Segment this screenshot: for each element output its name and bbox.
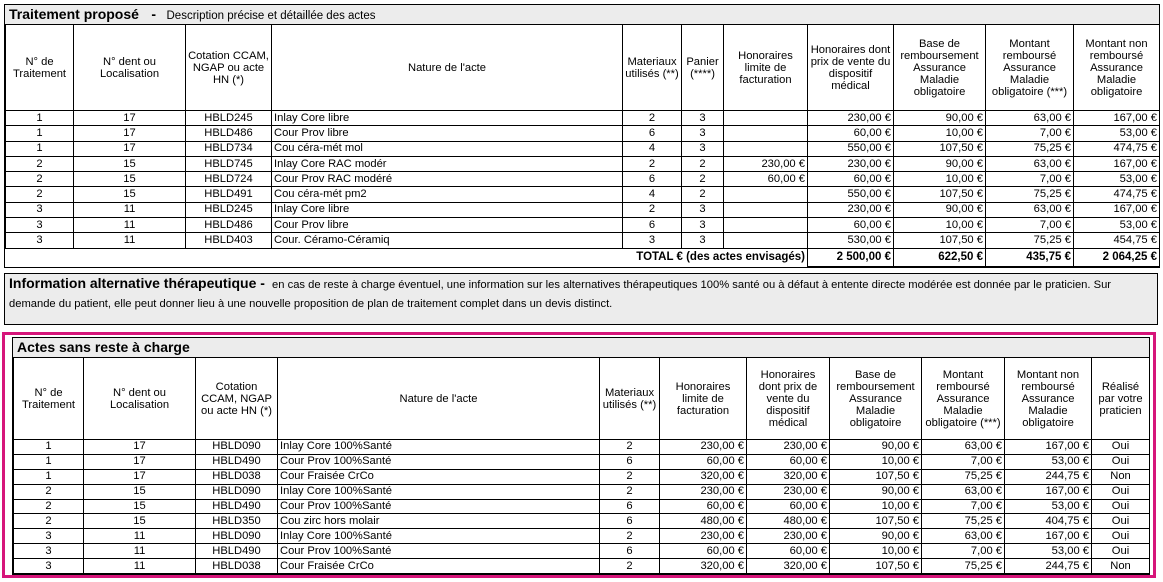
table-cell: 107,50 € xyxy=(830,559,922,574)
total-rembourse: 435,75 € xyxy=(986,248,1074,266)
table-cell: 10,00 € xyxy=(894,126,986,141)
table-cell: Inlay Core libre xyxy=(272,111,623,126)
table-cell: 63,00 € xyxy=(986,156,1074,171)
table-cell: 3 xyxy=(6,233,74,248)
table-cell: 107,50 € xyxy=(894,233,986,248)
table-cell: 474,75 € xyxy=(1074,141,1160,156)
table-row xyxy=(14,440,1150,455)
column-header: N° de Traitement xyxy=(14,358,84,440)
table-cell: 60,00 € xyxy=(747,454,830,469)
table-cell: Oui xyxy=(1092,499,1150,514)
column-header: Panier (****) xyxy=(682,25,724,111)
table-cell: 230,00 € xyxy=(660,484,747,499)
table-cell: 7,00 € xyxy=(986,172,1074,187)
column-header: Materiaux utilisés (**) xyxy=(600,358,660,440)
table-row xyxy=(14,559,1150,574)
table-cell: 480,00 € xyxy=(747,514,830,529)
table-row xyxy=(6,111,1160,126)
table-cell: Oui xyxy=(1092,440,1150,455)
total-base: 622,50 € xyxy=(894,248,986,266)
table-cell: 11 xyxy=(74,202,186,217)
table-cell: 1 xyxy=(6,126,74,141)
table-cell: 167,00 € xyxy=(1005,529,1092,544)
table-cell: 60,00 € xyxy=(660,499,747,514)
table-cell: 1 xyxy=(6,141,74,156)
table-cell: 230,00 € xyxy=(660,529,747,544)
table-cell: Non xyxy=(1092,469,1150,484)
column-header: Montant remboursé Assurance Maladie obligatoire (***) xyxy=(986,25,1074,111)
column-header: N° de Traitement xyxy=(6,25,74,111)
table-cell: 230,00 € xyxy=(747,484,830,499)
column-header: Nature de l'acte xyxy=(272,25,623,111)
table-cell: 90,00 € xyxy=(830,529,922,544)
table-cell: 3 xyxy=(682,218,724,233)
table-cell: 320,00 € xyxy=(747,559,830,574)
table-cell: 60,00 € xyxy=(808,172,894,187)
table-cell: 63,00 € xyxy=(922,440,1005,455)
table-cell: 17 xyxy=(84,469,196,484)
table-cell: 60,00 € xyxy=(660,454,747,469)
column-header: Montant non remboursé Assurance Maladie obligatoire xyxy=(1074,25,1160,111)
table-cell: Cour Prov 100%Santé xyxy=(278,499,600,514)
table-row xyxy=(14,484,1150,499)
table-cell: 15 xyxy=(84,514,196,529)
table-cell: HBLD490 xyxy=(196,544,278,559)
table-row xyxy=(14,499,1150,514)
table-cell: HBLD038 xyxy=(196,469,278,484)
column-header: Materiaux utilisés (**) xyxy=(623,25,682,111)
treatment-header xyxy=(5,5,1159,24)
table-cell: 6 xyxy=(600,499,660,514)
table-cell: Non xyxy=(1092,559,1150,574)
table-cell: HBLD090 xyxy=(196,440,278,455)
table-cell xyxy=(724,233,808,248)
table-cell: HBLD350 xyxy=(196,514,278,529)
table-cell: HBLD245 xyxy=(186,202,272,217)
total-honoraires: 2 500,00 € xyxy=(808,248,894,266)
treatment-title: Traitement proposé xyxy=(9,6,139,22)
table-row xyxy=(6,202,1160,217)
table-cell: 10,00 € xyxy=(830,544,922,559)
table-cell: 2 xyxy=(600,559,660,574)
table-cell: 75,25 € xyxy=(986,141,1074,156)
no-charge-table xyxy=(13,357,1150,574)
table-cell: 15 xyxy=(84,499,196,514)
table-cell: HBLD734 xyxy=(186,141,272,156)
table-cell: 53,00 € xyxy=(1005,499,1092,514)
table-cell: 90,00 € xyxy=(830,484,922,499)
table-cell: Cour Fraisée CrCo xyxy=(278,559,600,574)
table-cell: 2 xyxy=(600,529,660,544)
table-cell: 230,00 € xyxy=(747,529,830,544)
table-row xyxy=(6,126,1160,141)
table-cell: 15 xyxy=(74,187,186,202)
table-cell: 107,50 € xyxy=(830,514,922,529)
table-cell: 2 xyxy=(6,156,74,171)
table-cell: 6 xyxy=(600,454,660,469)
table-cell: 550,00 € xyxy=(808,141,894,156)
table-cell xyxy=(724,111,808,126)
table-cell: 90,00 € xyxy=(830,440,922,455)
table-cell: 1 xyxy=(14,469,84,484)
table-cell: 17 xyxy=(74,141,186,156)
table-cell: Cour Prov 100%Santé xyxy=(278,454,600,469)
table-row xyxy=(14,544,1150,559)
table-cell: 2 xyxy=(14,499,84,514)
table-row xyxy=(14,514,1150,529)
table-cell xyxy=(724,141,808,156)
table-cell: 7,00 € xyxy=(922,544,1005,559)
total-row xyxy=(6,248,1160,266)
table-cell: 90,00 € xyxy=(894,202,986,217)
table-cell: 167,00 € xyxy=(1074,202,1160,217)
table-cell: 230,00 € xyxy=(660,440,747,455)
table-cell: 6 xyxy=(600,514,660,529)
table-cell: 75,25 € xyxy=(922,514,1005,529)
table-cell: 230,00 € xyxy=(747,440,830,455)
column-header: Honoraires limite de facturation xyxy=(724,25,808,111)
table-cell: 530,00 € xyxy=(808,233,894,248)
column-header: Montant non remboursé Assurance Maladie obligatoire xyxy=(1005,358,1092,440)
table-cell: 3 xyxy=(14,529,84,544)
table-cell: Inlay Core RAC modér xyxy=(272,156,623,171)
table-cell: 230,00 € xyxy=(808,156,894,171)
table-cell: 3 xyxy=(682,141,724,156)
column-header: Honoraires limite de facturation xyxy=(660,358,747,440)
table-cell: 11 xyxy=(84,559,196,574)
table-cell: 10,00 € xyxy=(830,499,922,514)
table-cell: 6 xyxy=(623,172,682,187)
table-cell: Cour Prov libre xyxy=(272,126,623,141)
table-row xyxy=(6,141,1160,156)
table-cell: 2 xyxy=(14,514,84,529)
table-cell: 7,00 € xyxy=(922,499,1005,514)
table-cell: 167,00 € xyxy=(1074,111,1160,126)
table-cell: 3 xyxy=(682,111,724,126)
table-cell: 11 xyxy=(84,544,196,559)
table-cell: Oui xyxy=(1092,454,1150,469)
table-cell: HBLD038 xyxy=(196,559,278,574)
table-cell: 2 xyxy=(623,111,682,126)
table-cell: 15 xyxy=(84,484,196,499)
no-charge-title: Actes sans reste à charge xyxy=(17,339,190,355)
table-cell: 2 xyxy=(6,187,74,202)
table-cell: Cou céra-mét mol xyxy=(272,141,623,156)
table-cell: 75,25 € xyxy=(986,187,1074,202)
table-row xyxy=(14,454,1150,469)
table-cell: 230,00 € xyxy=(724,156,808,171)
table-cell: 550,00 € xyxy=(808,187,894,202)
table-cell: Cour. Céramo-Céramiq xyxy=(272,233,623,248)
table-cell: 2 xyxy=(682,156,724,171)
table-cell: 6 xyxy=(623,126,682,141)
table-cell: 53,00 € xyxy=(1074,218,1160,233)
table-cell: 4 xyxy=(623,187,682,202)
table-cell: Cour Prov RAC modéré xyxy=(272,172,623,187)
table-cell: 60,00 € xyxy=(747,544,830,559)
no-charge-table-header xyxy=(14,358,1150,440)
alternative-info-section xyxy=(4,273,1158,325)
table-cell: 320,00 € xyxy=(660,559,747,574)
table-cell: 1 xyxy=(6,111,74,126)
table-cell: HBLD403 xyxy=(186,233,272,248)
treatment-description: Description précise et détaillée des actes xyxy=(166,10,376,22)
table-cell: 2 xyxy=(600,469,660,484)
table-cell: 53,00 € xyxy=(1005,454,1092,469)
table-cell: 75,25 € xyxy=(922,559,1005,574)
table-cell: 1 xyxy=(14,440,84,455)
table-cell: 6 xyxy=(600,544,660,559)
treatment-table xyxy=(5,24,1160,267)
table-cell: 6 xyxy=(623,218,682,233)
no-charge-header xyxy=(13,338,1149,357)
table-cell: 3 xyxy=(623,233,682,248)
table-cell: Inlay Core 100%Santé xyxy=(278,440,600,455)
table-cell: HBLD724 xyxy=(186,172,272,187)
table-cell: HBLD245 xyxy=(186,111,272,126)
column-header: Honoraires dont prix de vente du dispositif médical xyxy=(747,358,830,440)
table-cell: 480,00 € xyxy=(660,514,747,529)
table-cell: 17 xyxy=(84,454,196,469)
table-cell: Oui xyxy=(1092,514,1150,529)
table-cell: 244,75 € xyxy=(1005,469,1092,484)
alternative-info-text: en cas de reste à charge éventuel, une information sur les alternatives thérapeutiques 100% santé ou à défaut à entente directe modérée est donnée par le praticien. Sur demande du patient, elle peut donner lieu à une nouvelle proposition de plan de traitement complet dans un devis distinct. xyxy=(9,279,1112,310)
table-cell: 230,00 € xyxy=(808,111,894,126)
table-cell: 75,25 € xyxy=(986,233,1074,248)
table-cell: 107,50 € xyxy=(894,187,986,202)
table-cell: 474,75 € xyxy=(1074,187,1160,202)
treatment-table-header xyxy=(6,25,1160,111)
table-cell: 63,00 € xyxy=(922,484,1005,499)
table-cell: 63,00 € xyxy=(986,111,1074,126)
table-row xyxy=(14,469,1150,484)
table-cell: 60,00 € xyxy=(808,218,894,233)
table-cell: HBLD486 xyxy=(186,126,272,141)
table-cell: 10,00 € xyxy=(830,454,922,469)
table-cell: 7,00 € xyxy=(922,454,1005,469)
table-cell: HBLD090 xyxy=(196,529,278,544)
table-cell: 230,00 € xyxy=(808,202,894,217)
table-cell: 107,50 € xyxy=(894,141,986,156)
column-header: Cotation CCAM, NGAP ou acte HN (*) xyxy=(186,25,272,111)
table-cell: 60,00 € xyxy=(747,499,830,514)
table-row xyxy=(14,529,1150,544)
table-cell: 11 xyxy=(74,233,186,248)
table-cell: 2 xyxy=(600,484,660,499)
table-cell: 11 xyxy=(74,218,186,233)
table-cell: 53,00 € xyxy=(1074,172,1160,187)
table-cell: Cou zirc hors molair xyxy=(278,514,600,529)
table-cell: 60,00 € xyxy=(660,544,747,559)
table-cell: HBLD486 xyxy=(186,218,272,233)
table-cell: 3 xyxy=(6,202,74,217)
column-header: Base de remboursement Assurance Maladie obligatoire xyxy=(830,358,922,440)
alternative-info-title: Information alternative thérapeutique - xyxy=(9,275,265,291)
table-cell: 107,50 € xyxy=(830,469,922,484)
table-cell: Cour Prov 100%Santé xyxy=(278,544,600,559)
table-cell: 2 xyxy=(14,484,84,499)
table-cell: Oui xyxy=(1092,484,1150,499)
table-cell: HBLD491 xyxy=(186,187,272,202)
table-cell: 3 xyxy=(682,126,724,141)
treatment-section xyxy=(4,4,1160,268)
table-cell: 53,00 € xyxy=(1074,126,1160,141)
table-cell: 90,00 € xyxy=(894,156,986,171)
table-cell: 7,00 € xyxy=(986,126,1074,141)
column-header: N° dent ou Localisation xyxy=(74,25,186,111)
total-non-rembourse: 2 064,25 € xyxy=(1074,248,1160,266)
table-cell: 10,00 € xyxy=(894,172,986,187)
table-cell: 10,00 € xyxy=(894,218,986,233)
table-cell: 15 xyxy=(74,156,186,171)
table-cell: 75,25 € xyxy=(922,469,1005,484)
table-cell: 2 xyxy=(6,172,74,187)
table-cell: 2 xyxy=(623,156,682,171)
column-header: N° dent ou Localisation xyxy=(84,358,196,440)
table-cell: 2 xyxy=(623,202,682,217)
table-cell: Cou céra-mét pm2 xyxy=(272,187,623,202)
table-cell: 2 xyxy=(682,172,724,187)
table-cell: Inlay Core libre xyxy=(272,202,623,217)
table-cell: 11 xyxy=(84,529,196,544)
table-cell: HBLD745 xyxy=(186,156,272,171)
table-cell: 3 xyxy=(14,559,84,574)
table-row xyxy=(6,233,1160,248)
table-cell xyxy=(724,126,808,141)
table-cell: Oui xyxy=(1092,529,1150,544)
table-row xyxy=(6,218,1160,233)
no-charge-section-highlight xyxy=(2,332,1156,578)
table-cell: 2 xyxy=(682,187,724,202)
column-header: Montant remboursé Assurance Maladie obligatoire (***) xyxy=(922,358,1005,440)
column-header: Nature de l'acte xyxy=(278,358,600,440)
table-cell: 244,75 € xyxy=(1005,559,1092,574)
table-cell: 2 xyxy=(600,440,660,455)
table-row xyxy=(6,187,1160,202)
table-cell: 454,75 € xyxy=(1074,233,1160,248)
table-cell: 3 xyxy=(682,233,724,248)
column-header: Cotation CCAM, NGAP ou acte HN (*) xyxy=(196,358,278,440)
table-cell: HBLD490 xyxy=(196,454,278,469)
table-cell: 63,00 € xyxy=(922,529,1005,544)
table-cell: 17 xyxy=(74,126,186,141)
table-row xyxy=(6,172,1160,187)
total-label: TOTAL € (des actes envisagés) xyxy=(6,248,808,266)
table-cell: HBLD090 xyxy=(196,484,278,499)
treatment-title-dash: - xyxy=(151,6,157,22)
column-header: Réalisé par votre praticien xyxy=(1092,358,1150,440)
table-cell: 1 xyxy=(14,454,84,469)
table-cell: 320,00 € xyxy=(747,469,830,484)
table-cell: Cour Fraisée CrCo xyxy=(278,469,600,484)
table-row xyxy=(6,156,1160,171)
table-cell xyxy=(724,187,808,202)
table-cell: Cour Prov libre xyxy=(272,218,623,233)
column-header: Honoraires dont prix de vente du dispositif médical xyxy=(808,25,894,111)
table-cell xyxy=(724,202,808,217)
table-cell: 7,00 € xyxy=(986,218,1074,233)
table-cell: 3 xyxy=(682,202,724,217)
table-cell: HBLD490 xyxy=(196,499,278,514)
table-cell: 3 xyxy=(6,218,74,233)
no-charge-section xyxy=(12,337,1150,575)
column-header: Base de remboursement Assurance Maladie obligatoire xyxy=(894,25,986,111)
table-cell: 320,00 € xyxy=(660,469,747,484)
table-cell: Inlay Core 100%Santé xyxy=(278,529,600,544)
table-cell: 60,00 € xyxy=(724,172,808,187)
table-cell: 404,75 € xyxy=(1005,514,1092,529)
table-cell: 53,00 € xyxy=(1005,544,1092,559)
table-cell: 60,00 € xyxy=(808,126,894,141)
table-cell: 167,00 € xyxy=(1005,484,1092,499)
table-cell: 17 xyxy=(74,111,186,126)
table-cell: Inlay Core 100%Santé xyxy=(278,484,600,499)
table-cell: Oui xyxy=(1092,544,1150,559)
table-cell: 15 xyxy=(74,172,186,187)
table-cell: 3 xyxy=(14,544,84,559)
table-cell: 63,00 € xyxy=(986,202,1074,217)
table-cell: 167,00 € xyxy=(1005,440,1092,455)
table-cell: 17 xyxy=(84,440,196,455)
table-cell: 167,00 € xyxy=(1074,156,1160,171)
table-cell: 4 xyxy=(623,141,682,156)
table-cell: 90,00 € xyxy=(894,111,986,126)
table-cell xyxy=(724,218,808,233)
